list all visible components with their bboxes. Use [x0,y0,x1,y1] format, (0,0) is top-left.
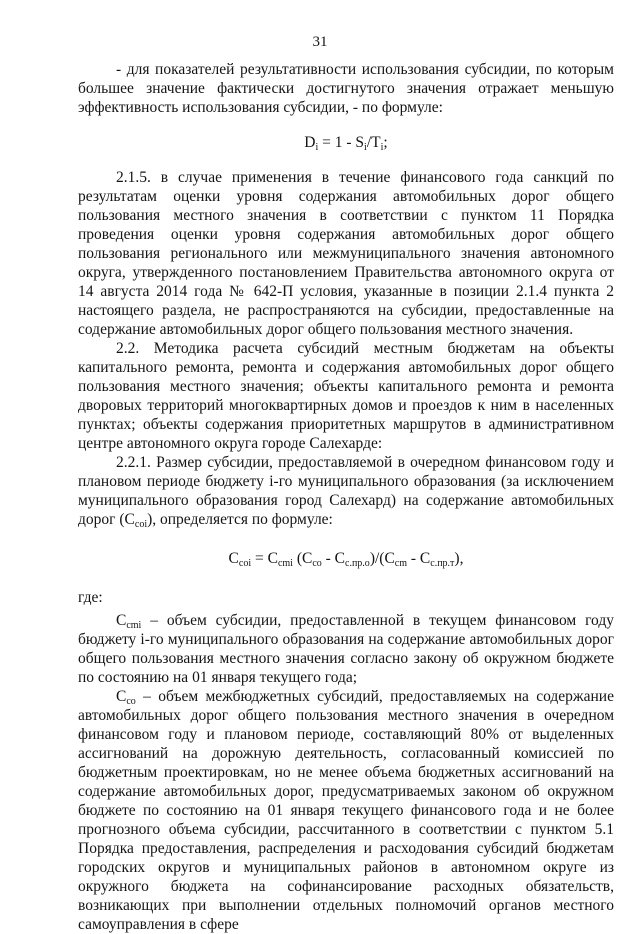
paragraph-2-2: 2.2. Методика расчета субсидий местным бюджетам на объекты капитального ремонта, ремонта и содержания автомобильных дорог общего пользования местного значения; объекты капитального ремонта и ремонта дворовых территорий многоквартирных домов и проездов к ним в населенных пунктах; объекты содержания приоритетных маршрутов в административном центре автономного округа городе Салехарде: [78,340,614,452]
paragraph-2-2-1: 2.2.1. Размер субсидии, предоставляемой в очередном финансовом году и плановом периоде бюджету i-го муниципального образования (за исключением муниципального образования город Салехард) на содержание автомобильных дорог $(С_{coi})$, определяется по формуле: [78,454,614,530]
paragraph-2-1-5: 2.1.5. в случае применения в течение финансового года санкций по результатам оценки уровня содержания автомобильных дорог общего пользования местного значения в соответствии с пунктом 11 Порядка проведения оценки уровня содержания автомобильных дорог общего пользования регионального или межмуниципального значения автономного округа, утвержденного постановлением Правительства автономного округа от 14 августа 2014 года № 642-П условия, указанные в позиции 2.1.4 пункта 2 настоящего раздела, не распространяются на субсидии, предоставленные на содержание автомобильных дорог общего пользования местного значения. [78,169,614,338]
paragraph-indicators: - для показателей результативности использования субсидии, по которым большее значение фактически достигнутого значения отражает меньшую эффективность использования субсидии, - по формуле: [78,61,614,116]
formula-d: $D_i = 1 - S_i/T_i$; [304,134,388,153]
formula-ccoi: $C_{coi} = C_{cmi}$ $(C_{co} - C_{с.пр.о})/(C_{cm} - C_{с.пр.т})$, [228,550,464,569]
document-body [78,60,614,934]
page-number: 31 [312,34,328,50]
definition-ccmi: $С_{cmi}$ – объем субсидии, предоставленной в текущем финансовом году бюджету i-го муниципального образования на содержание автомобильных дорог общего пользования местного значения согласно закону об окружном бюджете по состоянию на 01 января текущего года; [78,612,614,686]
definition-cco: $С_{co}$ – объем межбюджетных субсидий, предоставляемых на содержание автомобильных дорог общего пользования местного значения в очередном финансовом году и плановом периоде, составляющий 80% от выделенных ассигнований на дорожную деятельность, согласованный комиссией по бюджетным проектировкам, но не менее объема бюджетных ассигнований на содержание автомобильных дорог, предусматриваемых законом об окружном бюджете по состоянию на 01 января текущего финансового года и не более прогнозного объема субсидии, рассчитанного в соответствии с пунктом 5.1 Порядка предоставления, распределения и расходования субсидий бюджетам городских округов и муниципальных районов в автономном округе из окружного бюджета на софинансирование расходных обязательств, возникающих при выполнении отдельных полномочий органов местного самоуправления в сфере [78,688,614,933]
where-label: где: [78,589,103,606]
